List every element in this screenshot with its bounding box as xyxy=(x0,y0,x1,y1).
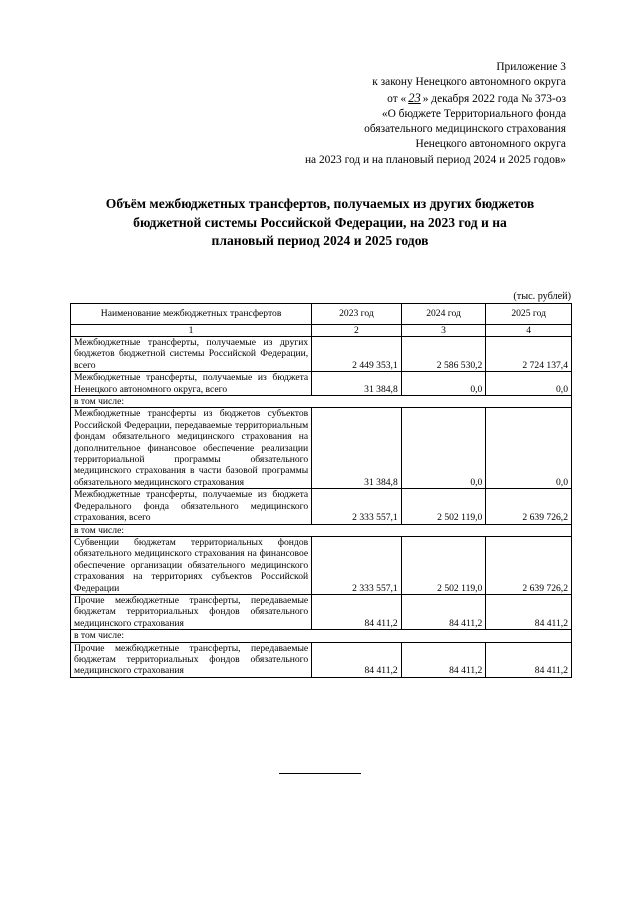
subheading: в том числе: xyxy=(71,524,572,536)
row-name: Межбюджетные трансферты, получаемые из других бюджетов бюджетной системы Российской Федерации, всего xyxy=(71,337,312,372)
transfers-table xyxy=(70,303,572,678)
annex-date-prefix: от « xyxy=(387,92,407,105)
row-name: Межбюджетные трансферты из бюджетов субъектов Российской Федерации, передаваемые территориальным фондам обязательного медицинского страхования на дополнительное финансовое обеспечение реализации территориальной программы обязательного медицинского страхования в части базовой программы обязательного медицинского страхования xyxy=(71,408,312,489)
value-2024: 0,0 xyxy=(401,372,486,396)
annex-law-reference: к закону Ненецкого автономного округа xyxy=(372,76,566,89)
annex-law-title-1: «О бюджете Территориального фонда xyxy=(381,107,566,120)
column-number: 2 xyxy=(312,325,402,337)
table-row xyxy=(71,408,572,489)
table-header-row xyxy=(71,304,572,325)
value-2024: 2 502 119,0 xyxy=(401,489,486,524)
table-subheading-row xyxy=(71,630,572,642)
row-name: Прочие межбюджетные трансферты, передаваемые бюджетам территориальных фондов обязательного медицинского страхования xyxy=(71,594,312,629)
table-row xyxy=(71,337,572,372)
column-number: 3 xyxy=(401,325,486,337)
value-2024: 0,0 xyxy=(401,408,486,489)
row-name: Межбюджетные трансферты, получаемые из бюджета Федерального фонда обязательного медицинского страхования, всего xyxy=(71,489,312,524)
value-2025: 84 411,2 xyxy=(486,642,572,677)
annex-law-title-2: обязательного медицинского страхования xyxy=(364,123,566,136)
table-row xyxy=(71,594,572,629)
annex-date-suffix: » декабря 2022 года № 373-оз xyxy=(422,92,566,105)
row-name: Межбюджетные трансферты, получаемые из бюджета Ненецкого автономного округа, всего xyxy=(71,372,312,396)
document-title xyxy=(70,195,570,251)
annex-date-day: 23 xyxy=(408,90,421,105)
value-2025: 2 724 137,4 xyxy=(486,337,572,372)
value-2023: 84 411,2 xyxy=(312,642,402,677)
annex-law-title-4: на 2023 год и на плановый период 2024 и 2025 годов» xyxy=(304,153,566,166)
value-2025: 2 639 726,2 xyxy=(486,536,572,594)
annex-header xyxy=(206,60,566,168)
annex-date-line xyxy=(206,91,566,107)
document-title-line-1: Объём межбюджетных трансфертов, получаемых из других бюджетов xyxy=(105,196,535,211)
units-label: (тыс. рублей) xyxy=(513,291,571,302)
value-2025: 0,0 xyxy=(486,408,572,489)
value-2024: 84 411,2 xyxy=(401,594,486,629)
row-name: Субвенции бюджетам территориальных фондов обязательного медицинского страхования на финансовое обеспечение организации обязательного медицинского страхования на территориях субъектов Российской Федерации xyxy=(71,536,312,594)
column-number: 1 xyxy=(71,325,312,337)
subheading: в том числе: xyxy=(71,396,572,408)
column-number: 4 xyxy=(486,325,572,337)
closing-divider xyxy=(279,773,361,774)
value-2023: 2 333 557,1 xyxy=(312,536,402,594)
header-2025: 2025 год xyxy=(486,304,572,325)
header-2023: 2023 год xyxy=(312,304,402,325)
value-2024: 2 502 119,0 xyxy=(401,536,486,594)
header-name: Наименование межбюджетных трансфертов xyxy=(71,304,312,325)
table-row xyxy=(71,489,572,524)
value-2025: 2 639 726,2 xyxy=(486,489,572,524)
value-2025: 84 411,2 xyxy=(486,594,572,629)
value-2023: 2 449 353,1 xyxy=(312,337,402,372)
value-2024: 84 411,2 xyxy=(401,642,486,677)
annex-number: Приложение 3 xyxy=(496,61,566,73)
value-2024: 2 586 530,2 xyxy=(401,337,486,372)
document-title-line-2: бюджетной системы Российской Федерации, на 2023 год и на xyxy=(133,214,507,230)
table-row xyxy=(71,372,572,396)
table-subheading-row xyxy=(71,396,572,408)
subheading: в том числе: xyxy=(71,630,572,642)
value-2023: 84 411,2 xyxy=(312,594,402,629)
table-row xyxy=(71,536,572,594)
document-title-line-3: плановый период 2024 и 2025 годов xyxy=(211,233,429,248)
value-2023: 31 384,8 xyxy=(312,372,402,396)
value-2023: 31 384,8 xyxy=(312,408,402,489)
annex-law-title-3: Ненецкого автономного округа xyxy=(415,138,566,151)
value-2025: 0,0 xyxy=(486,372,572,396)
column-number-row xyxy=(71,325,572,337)
table-row xyxy=(71,642,572,677)
row-name: Прочие межбюджетные трансферты, передаваемые бюджетам территориальных фондов обязательного медицинского страхования xyxy=(71,642,312,677)
header-2024: 2024 год xyxy=(401,304,486,325)
table-subheading-row xyxy=(71,524,572,536)
value-2023: 2 333 557,1 xyxy=(312,489,402,524)
